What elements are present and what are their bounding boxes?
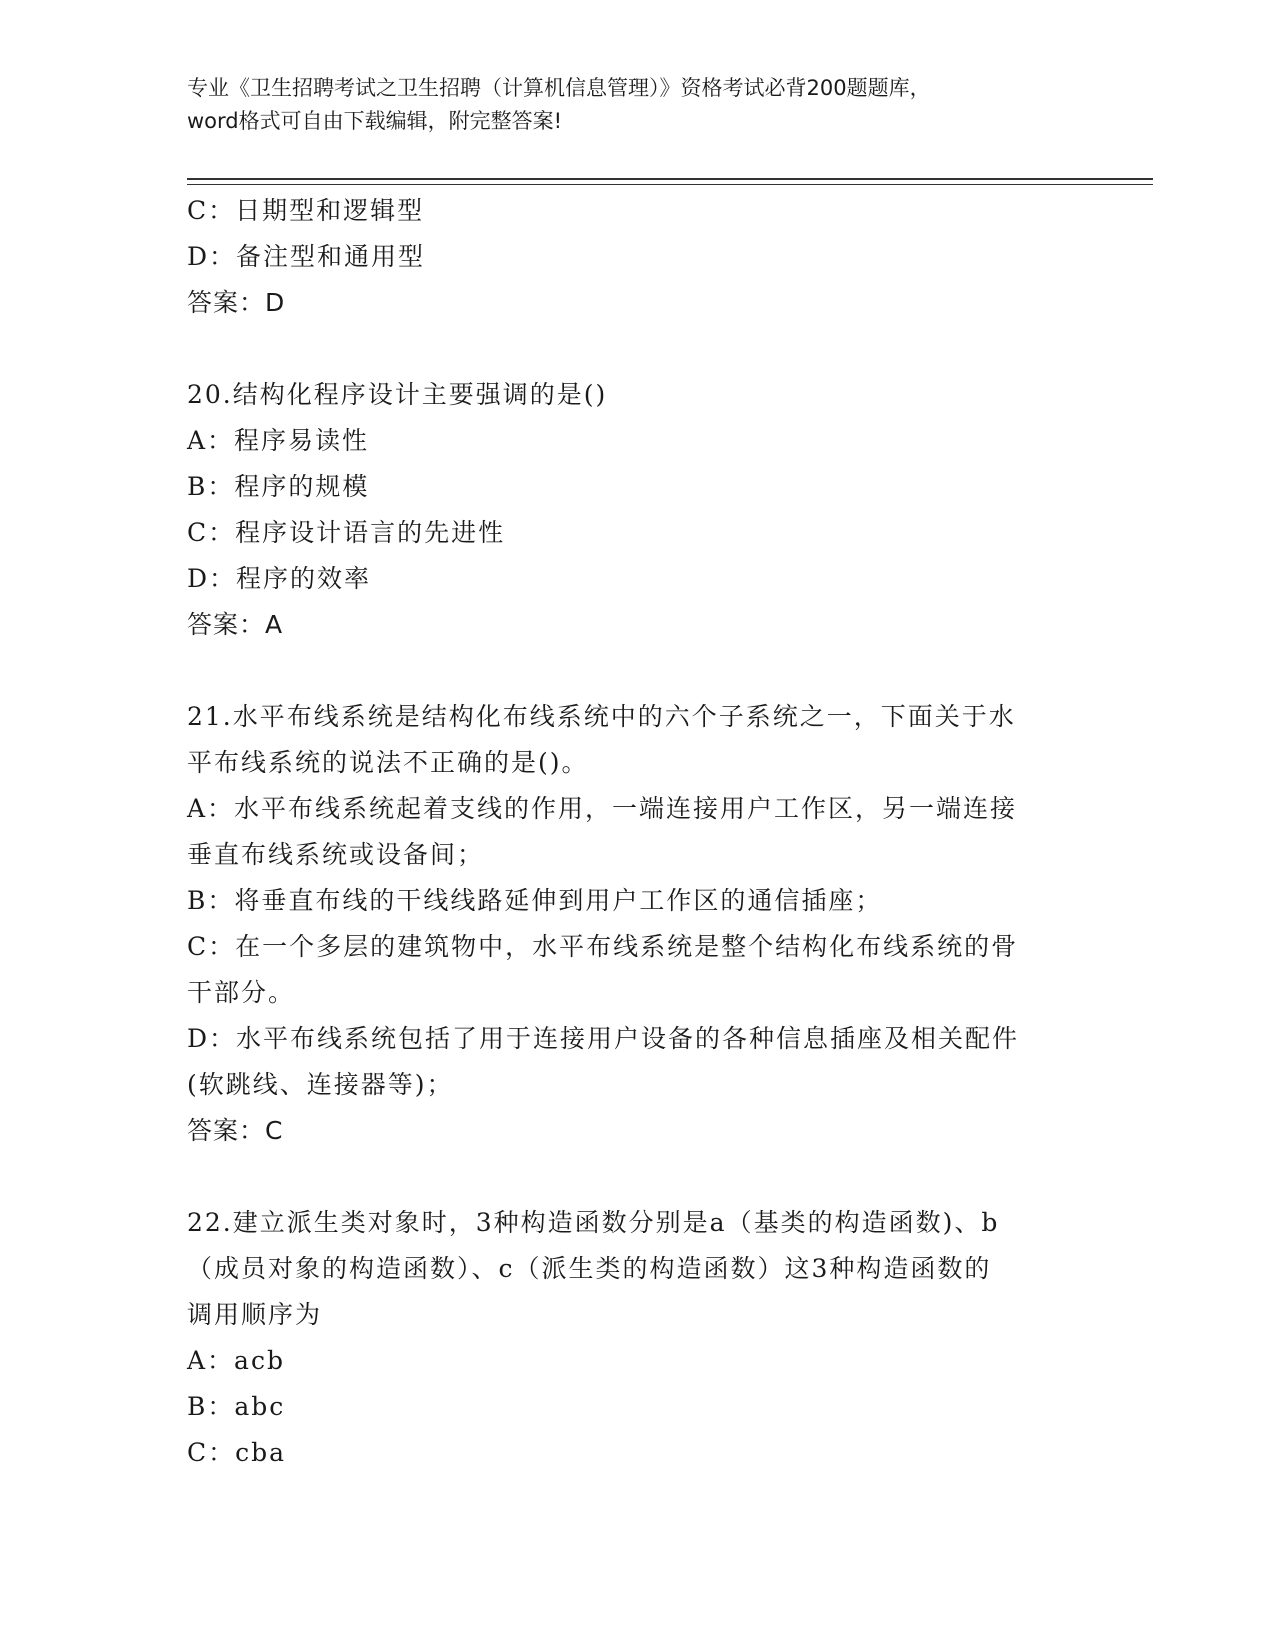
option-d: D：备注型和通用型 bbox=[187, 242, 426, 271]
document-header bbox=[187, 72, 1087, 138]
question-22-option-a: A：acb bbox=[187, 1346, 285, 1375]
question-20-answer: 答案：A bbox=[187, 610, 284, 639]
question-22-stem-line-3: 调用顺序为 bbox=[187, 1300, 323, 1329]
question-20-option-b: B：程序的规模 bbox=[187, 472, 370, 501]
question-21-option-d-line-2: (软跳线、连接器等)； bbox=[187, 1070, 454, 1099]
question-21-option-d-line-1: D：水平布线系统包括了用于连接用户设备的各种信息插座及相关配件 bbox=[187, 1024, 1020, 1053]
question-20-option-c: C：程序设计语言的先进性 bbox=[187, 518, 506, 547]
spacer bbox=[187, 326, 1087, 372]
question-21-option-c-line-1: C：在一个多层的建筑物中，水平布线系统是整个结构化布线系统的骨 bbox=[187, 932, 1019, 961]
question-21-option-b: B：将垂直布线的干线线路延伸到用户工作区的通信插座； bbox=[187, 886, 883, 915]
question-22-option-c: C：cba bbox=[187, 1438, 287, 1467]
question-20-stem: 20.结构化程序设计主要强调的是() bbox=[187, 380, 608, 409]
header-title-line-1: 专业《卫生招聘考试之卫生招聘（计算机信息管理）》资格考试必背200题题库， bbox=[187, 76, 931, 100]
option-c: C：日期型和逻辑型 bbox=[187, 196, 425, 225]
question-22-stem-line-2: （成员对象的构造函数）、c（派生类的构造函数）这3种构造函数的 bbox=[187, 1254, 992, 1283]
header-title-line-2: word格式可自由下载编辑，附完整答案! bbox=[187, 109, 563, 133]
header-rule-thick bbox=[187, 178, 1153, 180]
question-21-stem-line-2: 平布线系统的说法不正确的是()。 bbox=[187, 748, 589, 777]
question-20-option-a: A：程序易读性 bbox=[187, 426, 370, 455]
question-22-option-b: B：abc bbox=[187, 1392, 286, 1421]
question-content bbox=[187, 188, 1087, 1476]
question-21-answer: 答案：C bbox=[187, 1116, 284, 1145]
question-22-stem-line-1: 22.建立派生类对象时，3种构造函数分别是a（基类的构造函数)、b bbox=[187, 1208, 1000, 1237]
question-20-option-d: D：程序的效率 bbox=[187, 564, 372, 593]
header-rule-thin bbox=[187, 184, 1153, 185]
question-21-option-c-line-2: 干部分。 bbox=[187, 978, 296, 1007]
spacer bbox=[187, 1154, 1087, 1200]
question-21-stem-line-1: 21.水平布线系统是结构化布线系统中的六个子系统之一，下面关于水 bbox=[187, 702, 1016, 731]
answer-line: 答案：D bbox=[187, 288, 286, 317]
spacer bbox=[187, 648, 1087, 694]
question-21-option-a-line-2: 垂直布线系统或设备间； bbox=[187, 840, 485, 869]
question-21-option-a-line-1: A：水平布线系统起着支线的作用，一端连接用户工作区，另一端连接 bbox=[187, 794, 1018, 823]
